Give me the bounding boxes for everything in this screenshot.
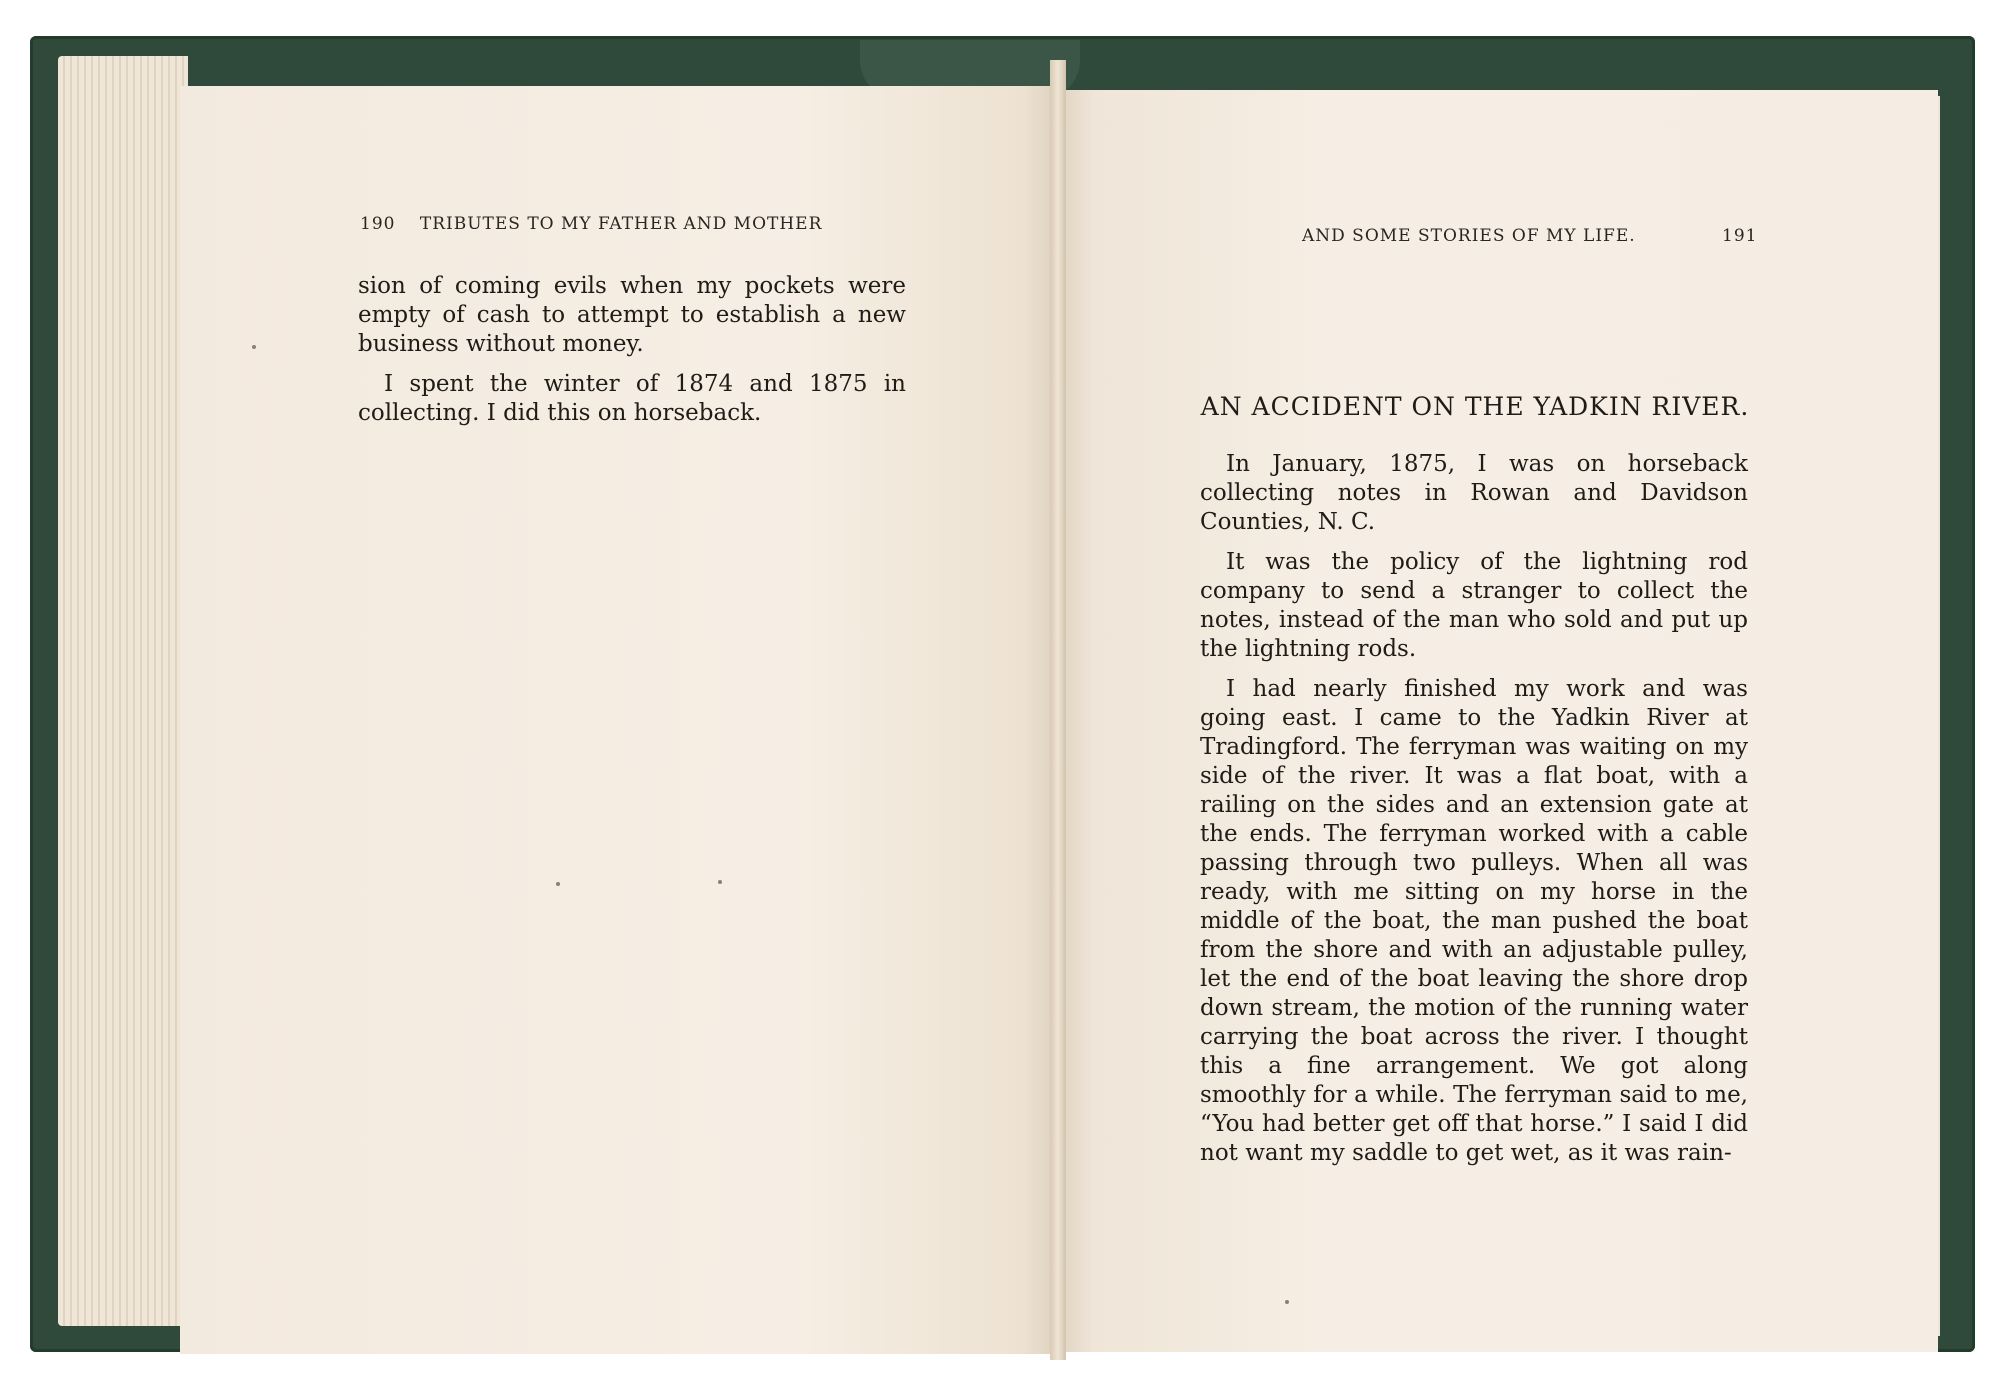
paper-speck	[252, 345, 256, 349]
right-running-title: AND SOME STORIES OF MY LIFE.	[1302, 226, 1636, 246]
right-paragraph: I had nearly finished my work and was going east. I came to the Yadkin River at Tradingford. The ferryman was waiting on my side of the river. It was a flat boat, with a railing on the sides and an extension gate at the ends. The ferryman worked with a cable passing through two pulleys. When all was ready, with me sitting on my horse in the middle of the boat, the man pushed the boat from the shore and with an adjustable pulley, let the end of the boat leaving the shore drop down stream, the motion of the running water carrying the boat across the river. I thought this a fine arrangement. We got along smoothly for a while. The ferryman said to me, “You had better get off that horse.” I said I did not want my saddle to get wet, as it was rain-	[1200, 676, 1748, 1166]
paper-speck	[1285, 1300, 1289, 1304]
right-page-number: 191	[1722, 226, 1758, 246]
paper-speck	[718, 880, 722, 884]
right-paragraph: In January, 1875, I was on horseback collecting notes in Rowan and Davidson Counties, N. C.	[1200, 451, 1748, 535]
right-paragraph: It was the policy of the lightning rod company to send a stranger to collect the notes, instead of the man who sold and put up the lightning rods.	[1200, 549, 1748, 662]
left-paragraph: sion of coming evils when my pockets were empty of cash to attempt to establish a new business without money.	[358, 273, 906, 357]
left-running-head	[360, 214, 822, 234]
paper-speck	[556, 882, 560, 886]
page-edges-left	[58, 56, 188, 1326]
left-running-title: TRIBUTES TO MY FATHER AND MOTHER	[419, 214, 823, 234]
chapter-title: AN ACCIDENT ON THE YADKIN RIVER.	[1200, 392, 1750, 421]
left-paragraph: I spent the winter of 1874 and 1875 in collecting. I did this on horseback.	[358, 371, 906, 426]
left-page-number: 190	[360, 214, 396, 234]
book-gutter	[1050, 60, 1066, 1360]
left-page-body	[358, 272, 906, 439]
right-page-body	[1200, 450, 1748, 1179]
